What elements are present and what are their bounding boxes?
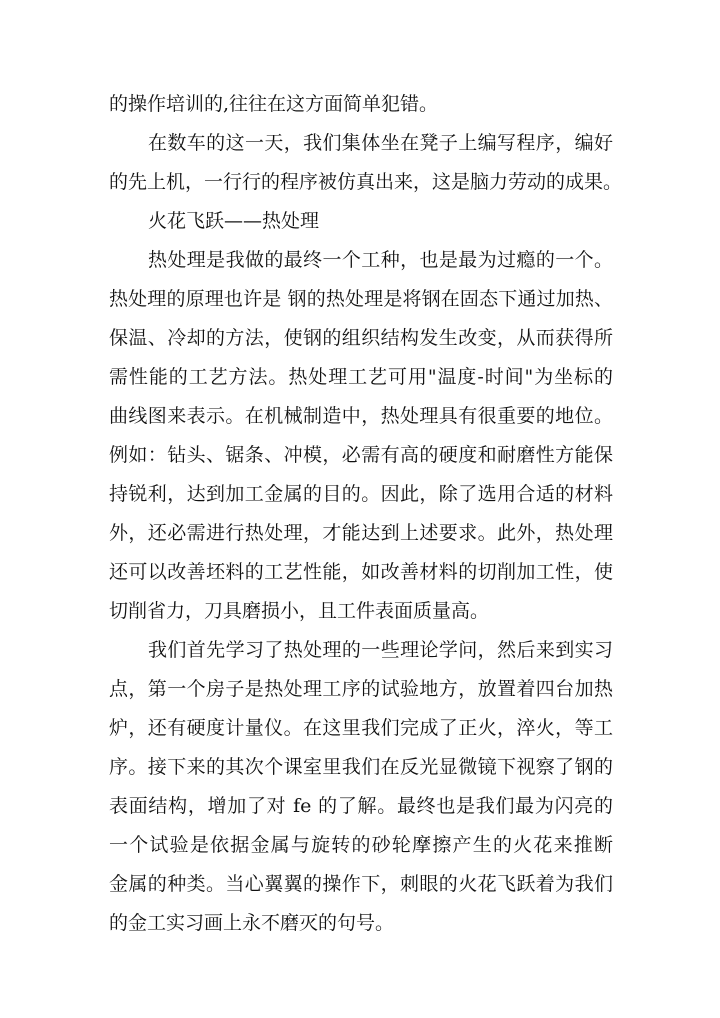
text-line: 持锐利，达到加工金属的目的。因此，除了选用合适的材料 xyxy=(109,483,613,505)
text-line: 外，还必需进行热处理，才能达到上述要求。此外，热处理 xyxy=(109,522,613,544)
text-line: 的先上机，一行行的程序被仿真出来，这是脑力劳动的成果。 xyxy=(109,171,623,193)
text-line: 序。接下来的其次个课室里我们在反光显微镜下视察了钢的 xyxy=(109,756,613,778)
text-line: 的金工实习画上永不磨灭的句号。 xyxy=(109,912,395,934)
text-line: 点，第一个房子是热处理工序的试验地方，放置着四台加热 xyxy=(109,678,613,700)
text-line: 需性能的工艺方法。热处理工艺可用"温度-时间"为坐标的 xyxy=(109,366,613,388)
text-line: 例如：钻头、锯条、冲模，必需有高的硬度和耐磨性方能保 xyxy=(109,444,613,466)
text-line: 切削省力，刀具磨损小，且工件表面质量高。 xyxy=(109,600,490,622)
text-line: 一个试验是依据金属与旋转的砂轮摩擦产生的火花来推断 xyxy=(109,834,613,856)
text-line: 曲线图来表示。在机械制造中，热处理具有很重要的地位。 xyxy=(109,405,613,427)
text-line: 热处理的原理也许是 钢的热处理是将钢在固态下通过加热、 xyxy=(109,288,613,310)
paragraph-first-line: 热处理是我做的最终一个工种，也是最为过瘾的一个。 xyxy=(148,249,613,271)
paragraph-first-line: 在数车的这一天，我们集体坐在凳子上编写程序，编好 xyxy=(148,132,613,154)
text-line: 的操作培训的,往往在这方面简单犯错。 xyxy=(109,93,439,115)
text-line: 金属的种类。当心翼翼的操作下，刺眼的火花飞跃着为我们 xyxy=(109,873,613,895)
section-heading: 火花飞跃——热处理 xyxy=(148,210,320,232)
text-line: 炉，还有硬度计量仪。在这里我们完成了正火，淬火，等工 xyxy=(109,717,613,739)
paragraph-first-line: 我们首先学习了热处理的一些理论学问，然后来到实习 xyxy=(148,639,613,661)
text-line: 还可以改善坯料的工艺性能，如改善材料的切削加工性，使 xyxy=(109,561,613,583)
text-line: 表面结构，增加了对 fe 的了解。最终也是我们最为闪亮的 xyxy=(109,795,613,817)
text-line: 保温、冷却的方法，使钢的组织结构发生改变，从而获得所 xyxy=(109,327,613,349)
